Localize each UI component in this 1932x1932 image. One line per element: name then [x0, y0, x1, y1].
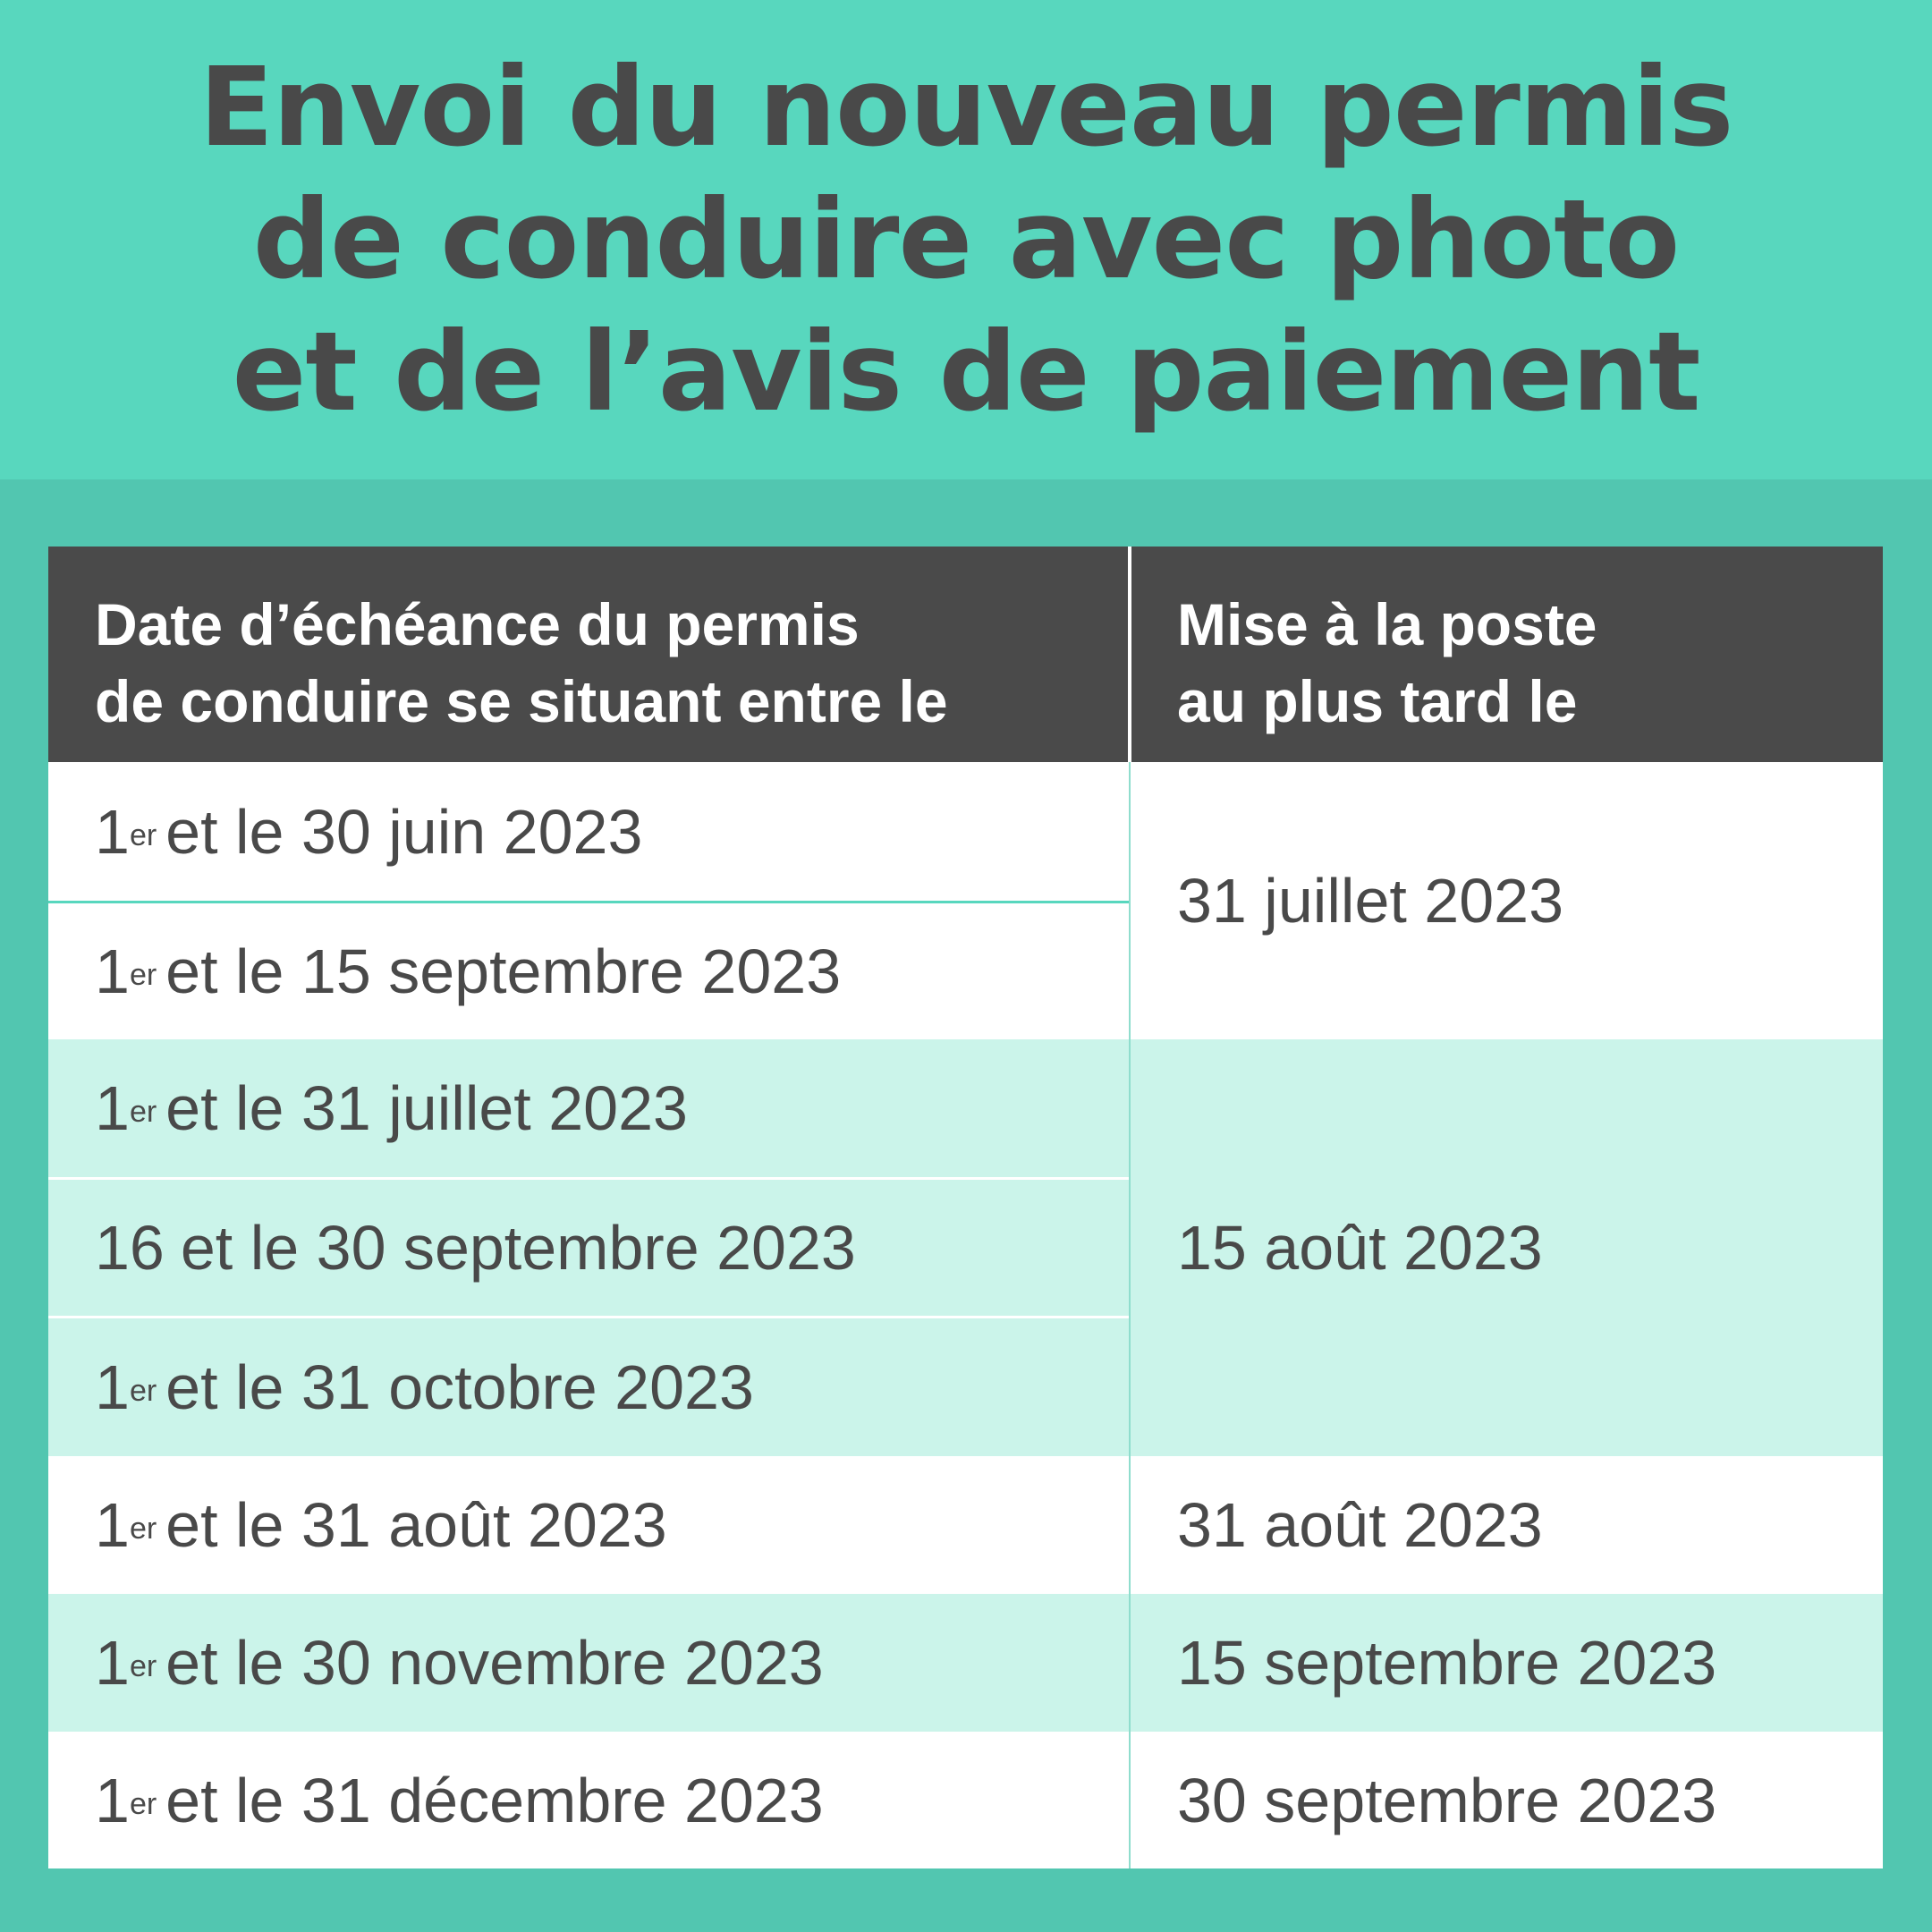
table-row: 1 $^{er}$ et le 15 septembre 2023 — [48, 903, 1129, 1039]
mailing-date-cell: 15 septembre 2023 — [1131, 1594, 1883, 1732]
table-row: 1 $^{er}$ et le 31 août 2023 — [48, 1456, 1129, 1594]
table-row: 1 $^{er}$ et le 31 juillet 2023 — [48, 1039, 1129, 1177]
mailing-date-cell: 15 août 2023 — [1131, 1039, 1883, 1456]
page-header — [0, 0, 1932, 479]
table-row: 1 $^{er}$ et le 31 décembre 2023 — [48, 1732, 1129, 1868]
mailing-date-cell: 31 août 2023 — [1131, 1456, 1883, 1594]
table-row: 1 $^{er}$ et le 30 novembre 2023 — [48, 1594, 1129, 1732]
mailing-date-cell: 31 juillet 2023 — [1131, 762, 1883, 1039]
title-line-3: et de l’avis de paiement — [232, 309, 1700, 436]
header-mailing-date: Mise à la poste au plus tard le — [1177, 591, 1597, 734]
schedule-table — [48, 547, 1883, 1868]
table-row: 16 et le 30 septembre 2023 — [48, 1180, 1129, 1316]
table-header — [48, 547, 1883, 762]
title-line-1: Envoi du nouveau permis — [199, 44, 1733, 171]
table-row: 1 $^{er}$ et le 30 juin 2023 — [48, 762, 1129, 901]
header-divider — [1128, 547, 1131, 762]
header-expiry-date: Date d’échéance du permis de conduire se situant entre le — [95, 591, 948, 734]
page-title — [199, 41, 1733, 438]
title-line-2: de conduire avec photo — [252, 176, 1680, 303]
table-row: 1 $^{er}$ et le 31 octobre 2023 — [48, 1318, 1129, 1456]
mailing-date-cell: 30 septembre 2023 — [1131, 1732, 1883, 1868]
